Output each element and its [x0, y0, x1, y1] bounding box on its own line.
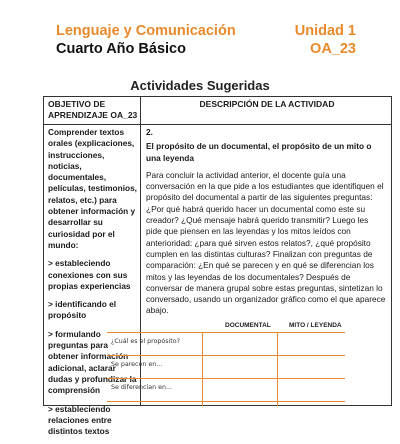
objective-main-text: Comprender textos orales (explicaciones, instrucciones, noticias, documentales, películas, testimonios, relatos, etc.) para obtener información y desarrollar su curiosidad por el mundo: [48, 127, 137, 250]
organizer-row-label: ¿Cuál es el propósito? [111, 338, 180, 345]
activity-description: Para concluir la actividad anterior, el docente guía una conversación en la que pide a los estudiantes que identifiquen el propósito del documental a partir de las siguientes preguntas: ¿Por qué habrá querido hacer un documental como este su creador? ¿Qué mensaje habrá querido transmitir? Luego les pide que piensen en las leyendas y los mitos leídos con anterioridad: ¿para qué sirven estos relatos?, ¿qué propósito cumplen en las distintas culturas? Finalizan con preguntas de comparación: ¿En qué se parecen y en qué se diferencian los mitos y las leyendas de los documentales? Después de conversar de manera grupal sobre estas preguntas, sintetizan lo conversado, usando un organizador gráfico como el que aparece abajo. [146, 169, 386, 316]
objective-column-header: OBJETIVO DE APRENDIZAJE OA_23 [48, 99, 138, 120]
graphic-organizer [107, 322, 345, 406]
header-row-divider [44, 124, 391, 125]
objective-point: > estableciendo relaciones entre distintos textos [48, 403, 112, 437]
header-left [56, 22, 236, 58]
objective-point: > identificando el propósito [48, 299, 116, 321]
organizer-header-documental: DOCUMENTAL [225, 322, 271, 329]
grade-title: Cuarto Año Básico [56, 41, 186, 57]
organizer-row-label: Se diferencian en... [111, 384, 172, 391]
organizer-row [107, 379, 345, 402]
activity-title: El propósito de un documental, el propósito de un mito o una leyenda [146, 141, 372, 163]
organizer-row [107, 333, 345, 356]
activity-column-header: DESCRIPCIÓN DE LA ACTIVIDAD [199, 99, 335, 109]
header-right [295, 22, 356, 58]
unit-label: Unidad 1 [294, 23, 356, 39]
objective-point: > estableciendo conexiones con sus propias experiencias [48, 258, 131, 291]
section-title: Actividades Sugeridas [130, 78, 270, 93]
objective-point: > formulando preguntas para obtener información adicional, aclarar dudas y profundizar la comprensión [48, 328, 137, 396]
organizer-row [107, 356, 345, 379]
activity-number: 2. [146, 127, 153, 137]
organizer-header-mito: MITO / LEYENDA [289, 322, 342, 329]
organizer-row-label: Se parecen en... [111, 361, 163, 368]
subject-title: Lenguaje y Comunicación [56, 23, 236, 39]
activity-cell [146, 127, 386, 317]
objective-code: OA_23 [310, 41, 356, 57]
